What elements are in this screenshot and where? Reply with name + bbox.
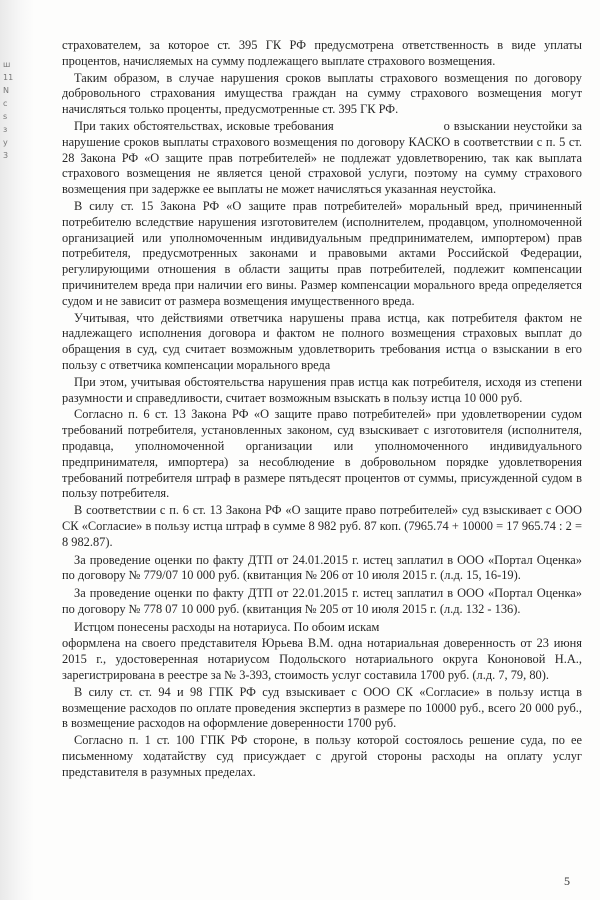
margin-mark: з	[3, 125, 8, 134]
paragraph: Таким образом, в случае нарушения сроков выплаты страхового возмещения по договору добровольного страхования имущества граждан на сумму страхового возмещения могут начисляться только проценты, предусмотренные ст. 395 ГК РФ.	[62, 70, 582, 117]
paragraph: В силу ст. ст. 94 и 98 ГПК РФ суд взыскивает с ООО СК «Согласие» в пользу истца в возмещение расходов по оплате проведения экспертиз в размере по 10000 руб., всего 20 000 руб., в возмещение расходов на оформление доверенности 1700 руб.	[62, 684, 582, 731]
margin-mark: 3	[3, 151, 9, 160]
margin-mark: N	[3, 86, 9, 95]
margin-mark: s	[3, 112, 8, 121]
paragraph: За проведение оценки по факту ДТП от 22.01.2015 г. истец заплатил в ООО «Портал Оценка» по договору № 778 07 10 000 руб. (квитанция № 205 от 10 июля 2015 г. (л.д. 132 - 136).	[62, 586, 582, 616]
paragraph: страхователем, за которое ст. 395 ГК РФ предусмотрена ответственность в виде уплаты процентов, начисляемых на сумму подлежащего выплате страхового возмещения.	[62, 38, 582, 68]
document-body	[62, 38, 582, 782]
paragraph-lead: При таких обстоятельствах, исковые требования	[74, 118, 334, 133]
paragraph: За проведение оценки по факту ДТП от 24.01.2015 г. истец заплатил в ООО «Портал Оценка» по договору № 779/07 10 000 руб. (квитанция № 206 от 10 июля 2015 г. (л.д. 15, 16-19).	[62, 552, 582, 583]
paragraph: Согласно п. 1 ст. 100 ГПК РФ стороне, в пользу которой состоялось решение суда, по ее письменному ходатайству суд присуждает с другой стороны расходы на оплату услуг представителя в разумных пределах.	[62, 733, 582, 779]
margin-mark: ш	[3, 60, 11, 69]
paragraph-rest: о взыскании неустойки за нарушение сроков выплаты страхового возмещения по договору КАСКО в соответствии с п. 5 ст. 28 Закона РФ «О защите прав потребителей» не подлежат удовлетворению, так как выплата страхового возмещения не является ценой страховой услуги, поэтому на сумму страхового возмещения при задержке ее выплаты не может начисляться указанная неустойка.	[62, 118, 582, 197]
margin-mark: с	[3, 99, 8, 108]
margin-mark: у	[3, 138, 8, 147]
paragraph: В силу ст. 15 Закона РФ «О защите прав потребителей» моральный вред, причиненный потребителю вследствие нарушения изготовителем (исполнителем, продавцом, уполномоченной организацией или уполномоченным индивидуальным предпринимателем, импортером) прав потребителя, предусмотренных законами и правовыми актами Российской Федерации, регулирующими отношения в области защиты прав потребителей, подлежит компенсации причинителем вреда при наличии его вины. Размер компенсации морального вреда определяется судом и не зависит от размера возмещения имущественного вреда.	[62, 198, 582, 308]
paragraph: Истцом понесены расходы на нотариуса. По обоим искам	[74, 619, 380, 634]
margin-marks	[3, 58, 19, 162]
paragraph: Согласно п. 6 ст. 13 Закона РФ «О защите право потребителей» при удовлетворении судом требований потребителя, установленных законом, суд взыскивает с изготовителя (исполнителя, продавца, уполномоченной организации или уполномоченного индивидуального предпринимателя, импортера) за несоблюдение в добровольном порядке удовлетворения требований потребителя штраф в размере пятьдесят процентов от суммы, присужденной судом в пользу потребителя.	[62, 407, 582, 501]
paragraph: Учитывая, что действиями ответчика нарушены права истца, как потребителя фактом не надлежащего исполнения договора и фактом не полного возмещения страховых выплат до обращения в суд, суд считает возможным удовлетворить требования истца о взыскании в его пользу с ответчика компенсации морального вреда	[62, 310, 582, 372]
paragraph	[62, 119, 582, 198]
margin-mark: 11	[3, 73, 14, 82]
page-number: 5	[564, 874, 570, 888]
paragraph: оформлена на своего представителя Юрьева В.М. одна нотариальная доверенность от 23 июня 2015 г., удостоверенная нотариусом Подольского нотариального округа Кононовой Н.А., зарегистрирована в реестре за № 3-393, стоимость услуг составила 1700 руб. (л.д. 7, 79, 80).	[62, 636, 582, 683]
paragraph: В соответствии с п. 6 ст. 13 Закона РФ «О защите право потребителей» суд взыскивает с ООО СК «Согласие» в пользу истца штраф в сумме 8 982 руб. 87 коп. (7965.74 + 10000 = 17 965.74 : 2 = 8 982.87).	[62, 503, 582, 549]
paragraph: При этом, учитывая обстоятельства нарушения прав истца как потребителя, исходя из степени разумности и справедливости, считает возможным взыскать в пользу истца 10 000 руб.	[62, 374, 582, 405]
